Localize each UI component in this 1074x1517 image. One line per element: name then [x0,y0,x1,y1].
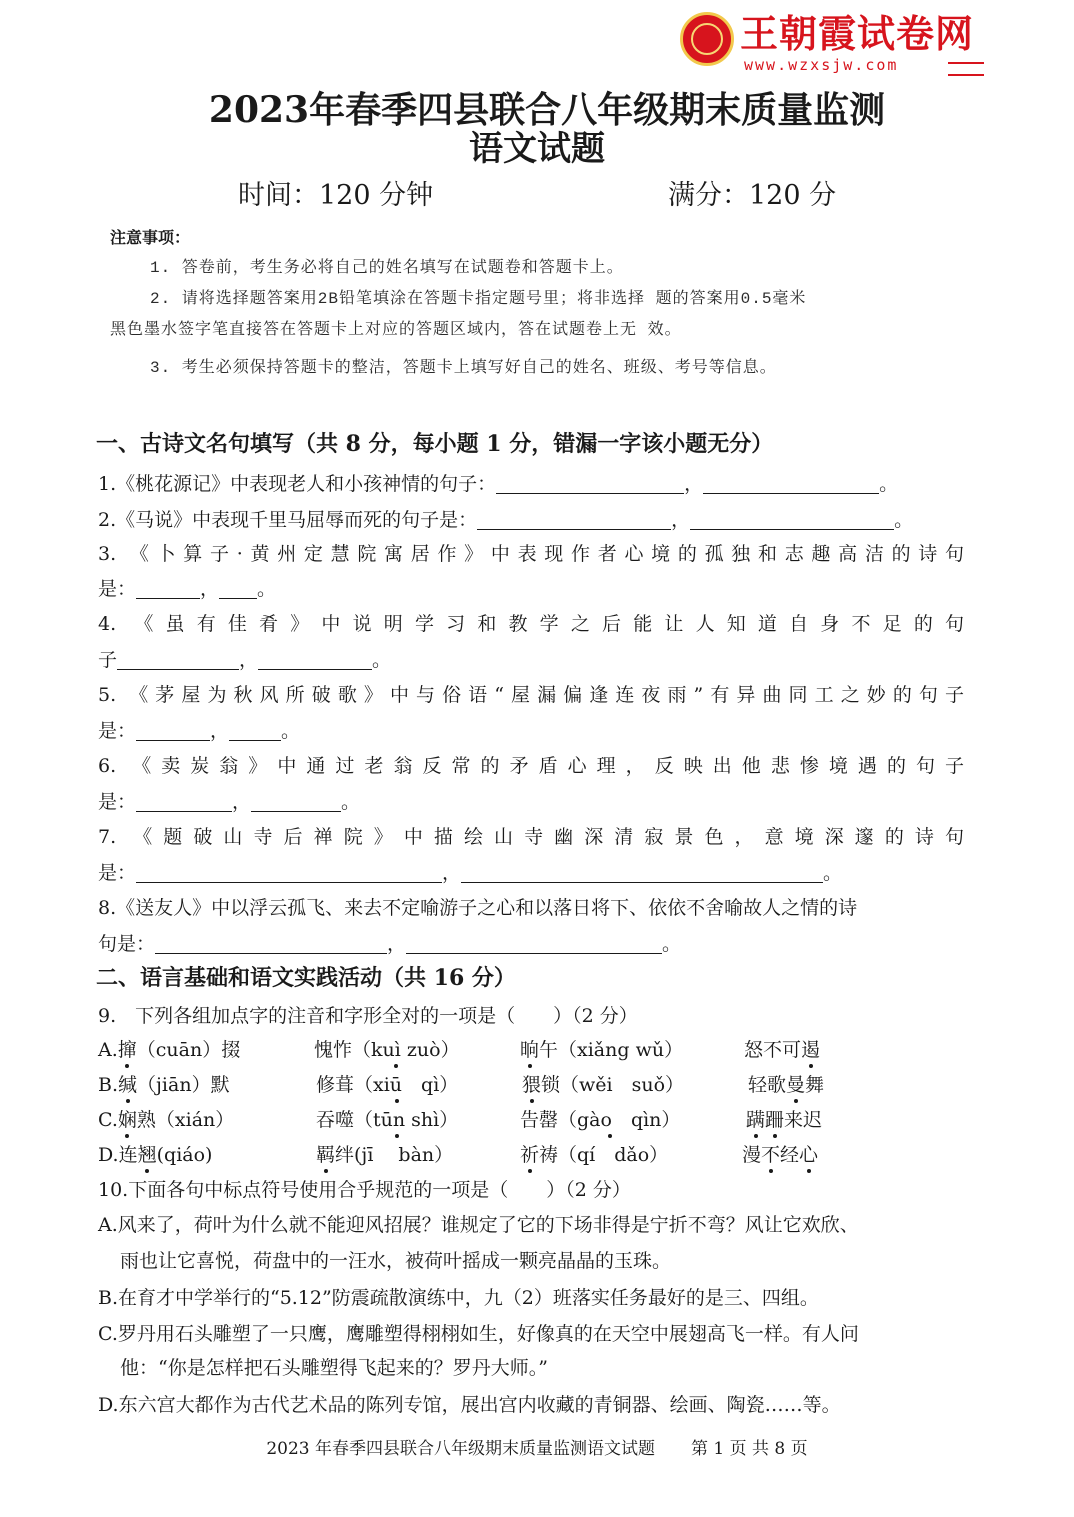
question-1: 1.《桃花源记》中表现老人和小孩神情的句子： ， 。 [98,473,899,495]
notice-item: 1. 答卷前，考生务必将自己的姓名填写在试题卷和答题卡上。 [150,259,624,277]
option-c[interactable]: C.娴熟（xián） [98,1105,234,1135]
answer-blank[interactable] [136,720,210,741]
answer-blank[interactable] [406,933,662,954]
answer-blank[interactable] [496,473,684,494]
exam-title: 2023年春季四县联合八年级期末质量监测 [208,89,886,131]
question-7-answer: 是： ， 。 [98,862,843,884]
answer-blank[interactable] [690,509,894,530]
option-b-word-3: 猥锁（wěi suǒ） [522,1070,684,1100]
logo-url: www.wzxsjw.com [744,56,899,74]
question-8: 8.《送友人》中以浮云孤飞、来去不定喻游子之心和以落日将下、依依不舍喻故人之情的诗 [98,897,858,919]
option-d-word-4: 漫不经心 [742,1140,818,1170]
question-6: 6. 《卖炭翁》中通过老翁反常的矛盾心理，反映出他悲惨境遇的句子 [98,755,964,777]
option-a-continued: 雨也让它喜悦，荷盘中的一汪水，被荷叶摇成一颗亮晶晶的玉珠。 [120,1250,672,1272]
answer-blank[interactable] [251,791,341,812]
notice-item: 2. 请将选择题答案用2B铅笔填涂在答题卡指定题号里；将非选择 题的答案用0.5毫米 [150,290,807,308]
question-9: 9. 下列各组加点字的注音和字形全对的一项是（ ）（2 分） [98,1005,638,1027]
logo-name: 王朝霞试卷网 [740,12,975,56]
option-a-word-2: 愧怍（kuì zuò） [314,1035,460,1065]
notice-item: 3. 考生必须保持答题卡的整洁，答题卡上填写好自己的姓名、班级、考号等信息。 [150,359,777,377]
option-c-word-3: 告罄（gào qìn） [520,1105,680,1135]
option-a-word-4: 怒不可遏 [744,1035,820,1065]
question-3: 3. 《卜算子·黄州定慧院寓居作》中表现作者心境的孤独和志趣高洁的诗句 [98,543,964,565]
page-footer [0,1436,1074,1462]
option-b[interactable]: B.缄（jiān）默 [98,1070,230,1100]
option-a-word-3: 晌午（xiǎng wǔ） [520,1035,683,1065]
answer-blank[interactable] [136,862,442,883]
option-d-word-3: 祈祷（qí dǎo） [520,1140,668,1170]
question-10: 10.下面各句中标点符号使用合乎规范的一项是（ ）（2 分） [98,1179,631,1201]
exam-time: 时间：120 分钟 [238,180,434,211]
question-4: 4. 《虽有佳肴》中说明学习和教学之后能让人知道自身不足的句 [98,613,964,635]
footer-title: 2023 年春季四县联合八年级期末质量监测语文试题 [266,1439,655,1459]
answer-blank[interactable] [155,933,387,954]
question-7: 7. 《题破山寺后禅院》中描绘山寺幽深清寂景色，意境深邃的诗句 [98,826,964,848]
option-c-continued: 他：“你是怎样把石头雕塑得飞起来的？罗丹大师。” [120,1357,548,1379]
option-a[interactable]: A.撺（cuān）掇 [98,1035,240,1065]
section-heading: 一、古诗文名句填写（共 8 分，每小题 1 分，错漏一字该小题无分） [96,431,774,457]
answer-blank[interactable] [477,509,671,530]
option-d-word-2: 羁绊(jī bàn） [316,1140,453,1170]
answer-blank[interactable] [703,473,879,494]
answer-blank[interactable] [117,649,239,670]
answer-blank[interactable] [136,578,200,599]
option-b-word-2: 修葺（xiū qì） [316,1070,458,1100]
option-b[interactable]: B.在育才中学举行的“5.12”防震疏散演练中，九（2）班落实任务最好的是三、四组。 [98,1287,819,1309]
question-4-answer: 子 ， 。 [98,649,392,671]
option-d[interactable]: D.连翘(qiáo) [98,1140,212,1170]
option-c[interactable]: C.罗丹用石头雕塑了一只鹰，鹰雕塑得栩栩如生，好像真的在天空中展翅高飞一样。有人问 [98,1323,859,1345]
answer-blank[interactable] [258,649,372,670]
answer-blank[interactable] [219,578,257,599]
answer-blank[interactable] [229,720,281,741]
logo-decoration [948,62,984,76]
exam-subtitle: 语文试题 [469,129,605,169]
exam-full-score: 满分：120 分 [668,180,837,211]
seal-icon [680,12,734,66]
option-c-word-4: 蹒跚来迟 [746,1105,822,1135]
option-d[interactable]: D.东六宫大都作为古代艺术品的陈列专馆，展出宫内收藏的青铜器、绘画、陶瓷……等。 [98,1394,841,1416]
answer-blank[interactable] [136,791,232,812]
question-2: 2.《马说》中表现千里马屈辱而死的句子是： ， 。 [98,509,914,531]
notice-item: 黑色墨水签字笔直接答在答题卡上对应的答题区域内，答在试题卷上无 效。 [110,321,682,339]
site-logo [678,10,990,76]
option-a[interactable]: A.风来了，荷叶为什么就不能迎风招展？谁规定了它的下场非得是宁折不弯？风让它欢欣、 [98,1214,859,1236]
option-c-word-2: 吞噬（tūn shì） [316,1105,458,1135]
section-heading: 二、语言基础和语文实践活动（共 16 分） [96,965,516,991]
option-b-word-4: 轻歌曼舞 [748,1070,824,1100]
notice-heading: 注意事项： [110,228,191,247]
question-5: 5. 《茅屋为秋风所破歌》中与俗语“屋漏偏逢连夜雨”有异曲同工之妙的句子 [98,684,964,706]
question-8-answer: 句是： ， 。 [98,933,682,955]
page-number: 第 1 页 共 8 页 [691,1439,808,1459]
question-3-answer: 是： ， 。 [98,578,277,600]
question-6-answer: 是： ， 。 [98,791,361,813]
answer-blank[interactable] [461,862,823,883]
question-5-answer: 是： ， 。 [98,720,301,742]
